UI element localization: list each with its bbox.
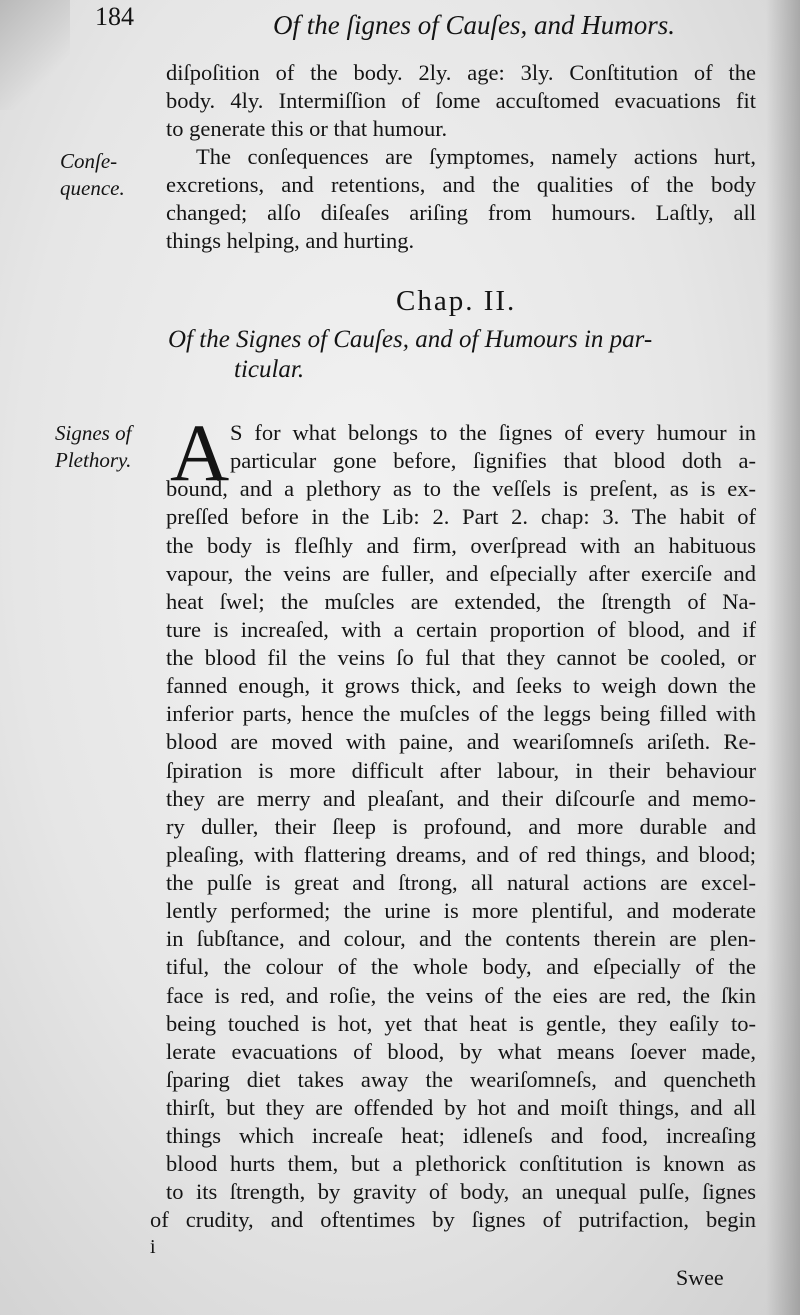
chapter-title-continued: ticular. xyxy=(234,356,305,383)
worn-corner xyxy=(0,0,70,110)
text-line: fanned enough, it grows thick, and ſeeks to weigh down the xyxy=(166,673,756,698)
text-line: heat ſwel; the muſcles are extended, the ſtrength of Na- xyxy=(166,589,756,614)
text-line: ture is increaſed, with a certain proportion of blood, and if xyxy=(166,617,756,642)
text-line: vapour, the veins are fuller, and eſpecially after exerciſe and xyxy=(166,561,756,586)
chapter-heading: Chap. II. xyxy=(396,285,517,317)
margin-note-consequence: Conſe- quence. xyxy=(60,149,125,200)
text-line: to its ſtrength, by gravity of body, an unequal pulſe, ſignes xyxy=(166,1179,756,1204)
text-line: ſparing diet takes away the weariſomneſs, and quencheth xyxy=(166,1067,756,1092)
text-line: the blood fil the veins ſo ful that they cannot be cooled, or xyxy=(166,645,756,670)
text-line: things which increaſe heat; idleneſs and food, increaſing xyxy=(166,1123,756,1148)
text-line: S for what belongs to the ſignes of every humour in xyxy=(230,420,756,445)
text-line: lently performed; the urine is more plentiful, and moderate xyxy=(166,898,756,923)
text-line: face is red, and roſie, the veins of the eies are red, the ſkin xyxy=(166,983,756,1008)
text-line: to generate this or that humour. xyxy=(166,116,448,141)
text-line: changed; alſo diſeaſes ariſing from humours. Laſtly, all xyxy=(166,200,756,225)
page-header xyxy=(95,2,695,48)
text-line: ſpiration is more difficult after labour, in their behaviour xyxy=(166,758,756,783)
text-line: particular gone before, ſignifies that blood doth a- xyxy=(230,448,756,473)
margin-note-plethory: Signes of Plethory. xyxy=(55,421,132,472)
text-line: blood hurts them, but a plethorick conſtitution is known as xyxy=(166,1151,756,1176)
text-line: inferior parts, hence the muſcles of the leggs being filled with xyxy=(166,701,756,726)
text-line: things helping, and hurting. xyxy=(166,228,415,253)
running-title: Of the ſignes of Cauſes, and Humors. xyxy=(273,10,675,40)
text-line: diſpoſition of the body. 2ly. age: 3ly. Conſtitution of the xyxy=(166,60,756,85)
text-line: being touched is hot, yet that heat is gentle, they eaſily to- xyxy=(166,1011,756,1036)
text-line: they are merry and pleaſant, and their diſcourſe and memo- xyxy=(166,786,756,811)
text-line: tiful, the colour of the whole body, and eſpecially of the xyxy=(166,954,756,979)
text-line: blood are moved with paine, and weariſomneſs ariſeth. Re- xyxy=(166,729,756,754)
catchword: Swee xyxy=(676,1265,724,1290)
text-line: body. 4ly. Intermiſſion of ſome accuſtomed evacuations fit xyxy=(166,88,756,113)
gutter-shadow xyxy=(766,0,800,1315)
text-line: preſſed before in the Lib: 2. Part 2. chap: 3. The habit of xyxy=(166,504,756,529)
drop-cap: A xyxy=(170,407,230,498)
text-line: ry duller, their ſleep is profound, and more durable and xyxy=(166,814,756,839)
text-line: thirſt, but they are offended by hot and moiſt things, and all xyxy=(166,1095,756,1120)
page-number: 184 xyxy=(95,2,134,31)
text-line: the body is fleſhly and firm, overſpread with an habituous xyxy=(166,533,756,558)
text-line: pleaſing, with flattering dreams, and of red things, and blood; xyxy=(166,842,756,867)
text-line: lerate evacuations of blood, by what means ſoever made, xyxy=(166,1039,756,1064)
signature-mark: i xyxy=(150,1236,156,1258)
text-line: in ſubſtance, and colour, and the contents therein are plen- xyxy=(166,926,756,951)
text-line: the pulſe is great and ſtrong, all natural actions are excel- xyxy=(166,870,756,895)
text-line: bound, and a plethory as to the veſſels is preſent, as is ex- xyxy=(166,476,756,501)
text-line: of crudity, and oftentimes by ſignes of putrifaction, begin xyxy=(150,1207,756,1232)
chapter-title: Of the Signes of Cauſes, and of Humours in par- xyxy=(168,326,653,353)
text-line: The conſequences are ſymptomes, namely actions hurt, xyxy=(196,144,756,169)
text-line: excretions, and retentions, and the qualities of the body xyxy=(166,172,756,197)
